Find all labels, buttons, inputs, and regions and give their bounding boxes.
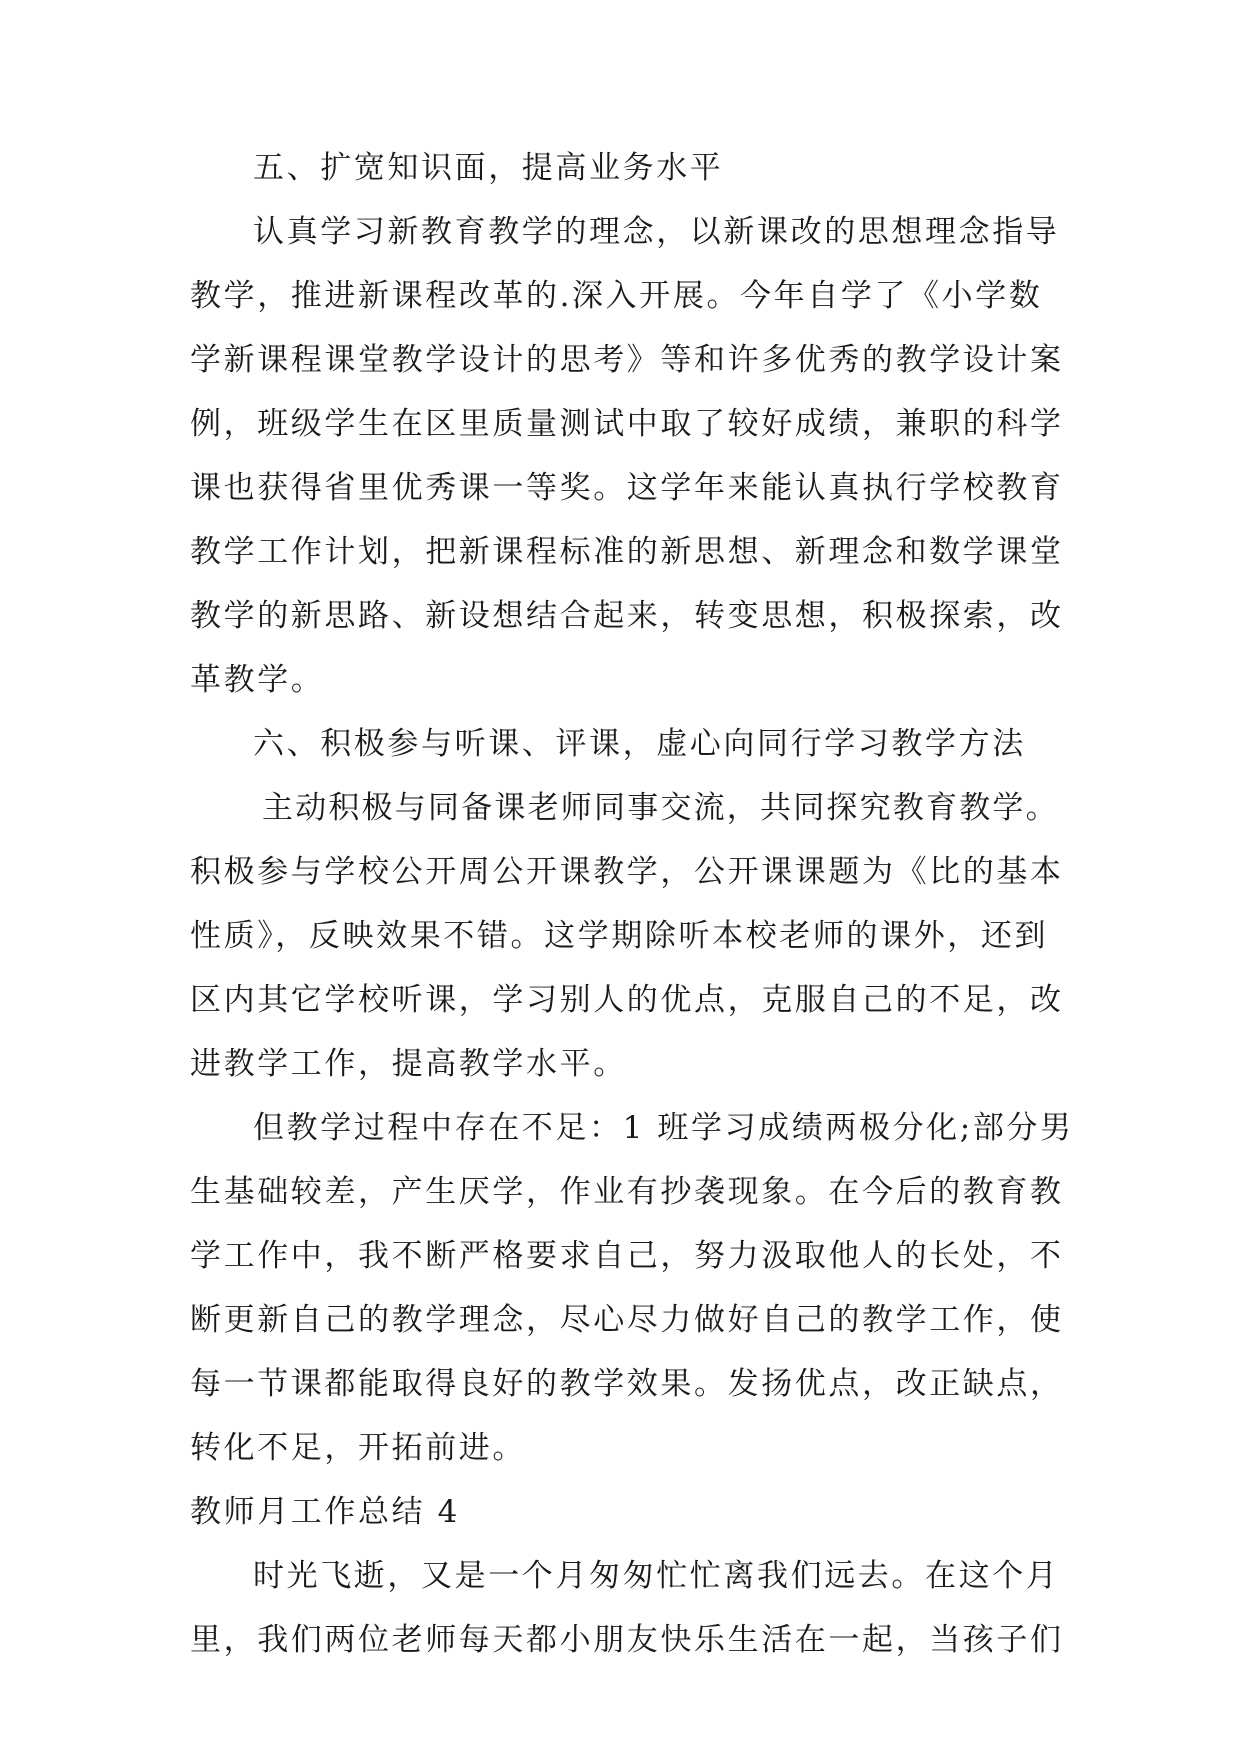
paragraph-line: 里，我们两位老师每天都小朋友快乐生活在一起，当孩子们 — [190, 1622, 1064, 1658]
paragraph-line: 学工作中，我不断严格要求自己，努力汲取他人的长处，不 — [190, 1238, 1064, 1274]
paragraph-line: 学新课程课堂教学设计的思考》等和许多优秀的教学设计案 — [190, 342, 1064, 378]
paragraph-line: 例，班级学生在区里质量测试中取了较好成绩，兼职的科学 — [190, 406, 1064, 442]
paragraph-line: 进教学工作，提高教学水平。 — [190, 1046, 627, 1082]
paragraph-line: 区内其它学校听课，学习别人的优点，克服自己的不足，改 — [190, 982, 1064, 1018]
section-heading-6: 六、积极参与听课、评课，虚心向同行学习教学方法 — [253, 726, 1026, 762]
paragraph-line: 但教学过程中存在不足：1 班学习成绩两极分化;部分男 — [253, 1110, 1074, 1146]
paragraph-line: 生基础较差，产生厌学，作业有抄袭现象。在今后的教育教 — [190, 1174, 1064, 1210]
paragraph-line: 时光飞逝，又是一个月匆匆忙忙离我们远去。在这个月 — [253, 1558, 1060, 1594]
paragraph-line: 断更新自己的教学理念，尽心尽力做好自己的教学工作，使 — [190, 1302, 1064, 1338]
section-heading-5: 五、扩宽知识面，提高业务水平 — [253, 150, 724, 186]
paragraph-line: 革教学。 — [190, 662, 325, 698]
paragraph-line: 每一节课都能取得良好的教学效果。发扬优点，改正缺点， — [190, 1366, 1064, 1402]
paragraph-line: 主动积极与同备课老师同事交流，共同探究教育教学。 — [262, 790, 1059, 826]
paragraph-line: 教学工作计划，把新课程标准的新思想、新理念和数学课堂 — [190, 534, 1064, 570]
paragraph-line: 教学，推进新课程改革的.深入开展。今年自学了《小学数 — [190, 278, 1043, 314]
paragraph-line: 认真学习新教育教学的理念，以新课改的思想理念指导 — [253, 214, 1060, 250]
paragraph-line: 性质》，反映效果不错。这学期除听本校老师的课外，还到 — [190, 918, 1049, 954]
paragraph-line: 积极参与学校公开周公开课教学，公开课课题为《比的基本 — [190, 854, 1064, 890]
paragraph-line: 课也获得省里优秀课一等奖。这学年来能认真执行学校教育 — [190, 470, 1064, 506]
document-subtitle: 教师月工作总结 4 — [190, 1494, 460, 1530]
paragraph-line: 教学的新思路、新设想结合起来，转变思想，积极探索，改 — [190, 598, 1064, 634]
paragraph-line: 转化不足，开拓前进。 — [190, 1430, 526, 1466]
